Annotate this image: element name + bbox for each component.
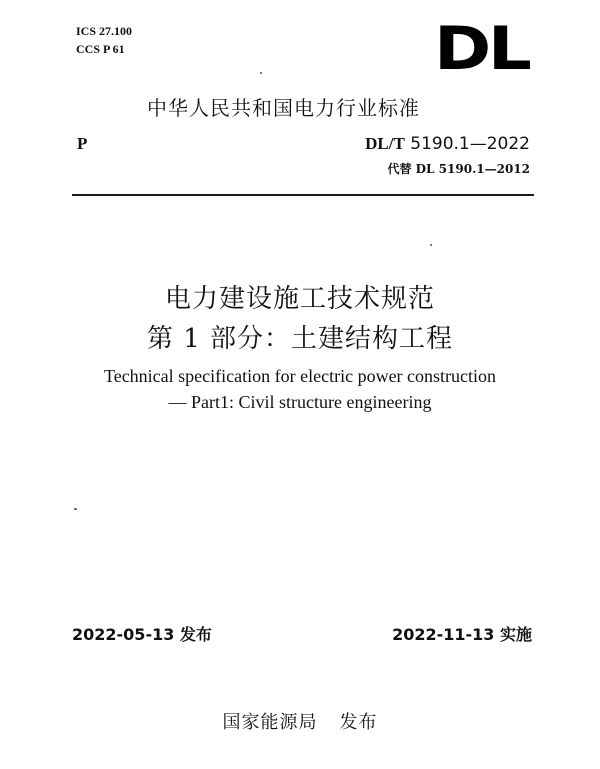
title-chinese-line-1: 电力建设施工技术规范 — [164, 284, 435, 314]
ccs-code: CCS P 61 — [76, 42, 125, 56]
title-english-line-2: — Part1: Civil structure engineering — [168, 392, 432, 412]
publisher — [0, 708, 600, 734]
replaces-standard: 代替 DL 5190.1—2012 — [387, 162, 530, 176]
standard-number-prefix: DL/T — [365, 134, 405, 153]
scan-speck — [430, 244, 432, 246]
dl-logo: DL — [434, 14, 529, 84]
publisher-org: 国家能源局 — [222, 712, 318, 733]
standard-number-value: 5190.1—2022 — [410, 134, 530, 154]
title-chinese-line-2: 第 1 部分：土建结构工程 — [146, 324, 454, 354]
standard-category: 中华人民共和国电力行业标准 — [147, 96, 420, 120]
standard-number — [365, 134, 530, 154]
title-english-line-1: Technical specification for electric power construction — [103, 366, 497, 386]
issue-date: 2022-05-13 发布 — [72, 625, 212, 644]
scan-speck — [74, 508, 77, 510]
classification-letter: P — [77, 134, 88, 153]
publisher-action: 发布 — [339, 712, 378, 733]
header-divider — [72, 194, 534, 196]
scan-speck — [260, 72, 262, 74]
ics-code: ICS 27.100 — [76, 24, 133, 38]
implementation-date: 2022-11-13 实施 — [392, 625, 532, 644]
